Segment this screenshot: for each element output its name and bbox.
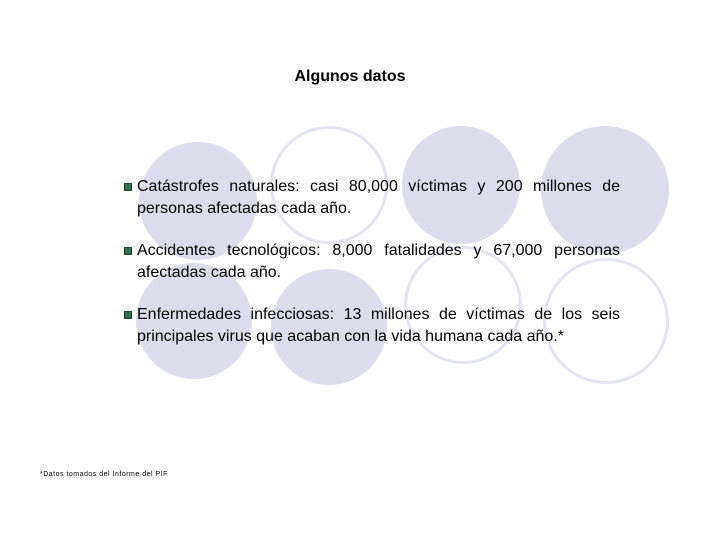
bullet-item-natural-disasters xyxy=(123,176,620,220)
bullet-text: Enfermedades infecciosas: 13 millones de víctimas de los seis principales virus que acaban con la vida humana cada año.* xyxy=(137,306,620,345)
bullet-text: Accidentes tecnológicos: 8,000 fatalidades y 67,000 personas afectadas cada año. xyxy=(137,242,620,281)
square-bullet-icon xyxy=(124,183,132,191)
square-bullet-icon xyxy=(124,247,132,255)
bullet-text: Catástrofes naturales: casi 80,000 víctimas y 200 millones de personas afectadas cada año. xyxy=(137,178,620,217)
bullet-item-technological-accidents xyxy=(123,240,620,284)
footnote: *Datos tomados del Informe del PIF xyxy=(40,471,168,478)
bullet-item-infectious-diseases xyxy=(123,304,620,348)
square-bullet-icon xyxy=(124,311,132,319)
slide-title: Algunos datos xyxy=(294,68,406,85)
